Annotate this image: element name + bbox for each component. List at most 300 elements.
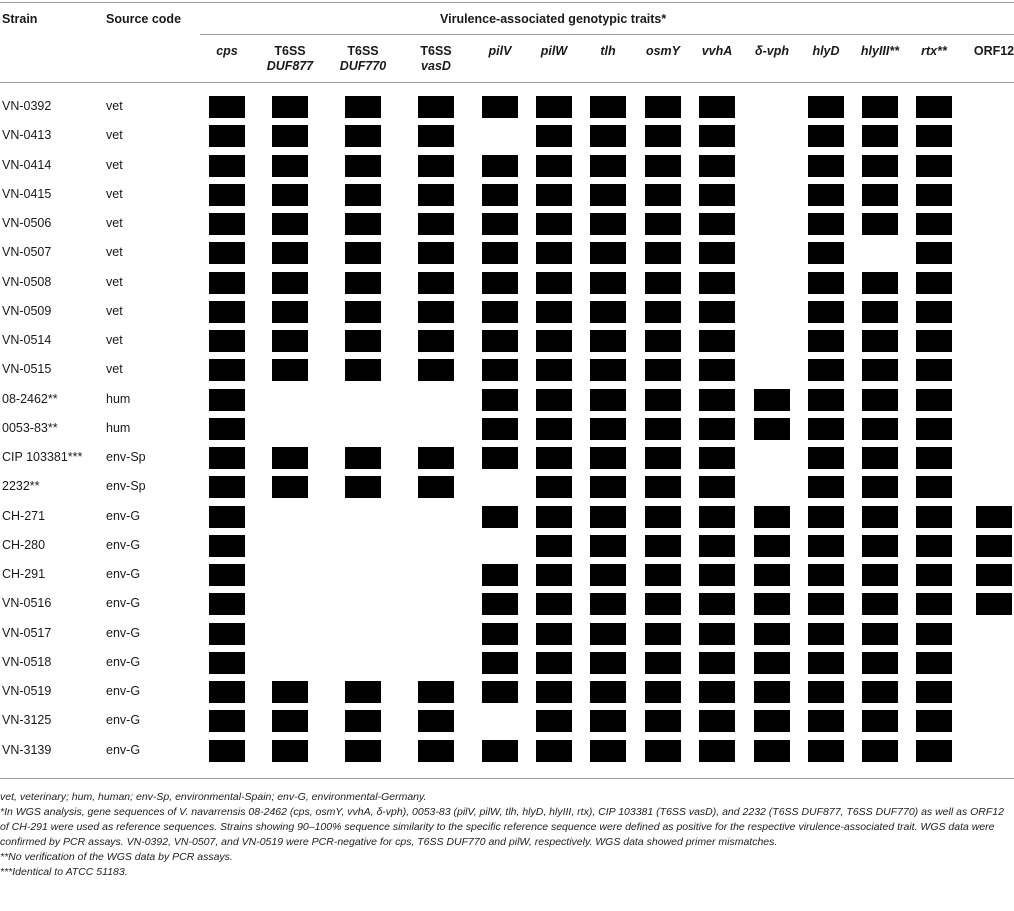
trait-positive-marker bbox=[209, 506, 245, 528]
trait-positive-marker bbox=[645, 476, 681, 498]
column-header bbox=[254, 44, 326, 74]
trait-positive-marker bbox=[590, 389, 626, 411]
source-code-cell: vet bbox=[106, 128, 123, 143]
trait-positive-marker bbox=[808, 272, 844, 294]
table-top-rule bbox=[0, 2, 1014, 3]
trait-positive-marker bbox=[482, 593, 518, 615]
trait-positive-marker bbox=[590, 359, 626, 381]
trait-positive-marker bbox=[645, 506, 681, 528]
footnote-wgs: *In WGS analysis, gene sequences of V. navarrensis 08-2462 (cps, osmY, vvhA, δ-vph), 0053-83 (pilV, pilW, tlh, hlyD, hlyIII, rtx), CIP 103381 (T6SS vasD), and 2232 (T6SS DUF877, T6SS DUF770) as well as ORF12 of CH-291 were used as reference sequences. Strains showing 90–100% sequence similarity to the specific reference sequence were defined as positive for the respective virulence-associated trait. WGS data were confirmed by PCR assays. VN-0392, VN-0507, and VN-0519 were PCR-negative for cps, T6SS DUF770 and pilW, respectively. WGS data showed primer mismatches. bbox=[0, 806, 1004, 848]
trait-positive-marker bbox=[590, 447, 626, 469]
trait-positive-marker bbox=[645, 213, 681, 235]
trait-positive-marker bbox=[645, 535, 681, 557]
trait-positive-marker bbox=[862, 184, 898, 206]
trait-positive-marker bbox=[482, 389, 518, 411]
trait-positive-marker bbox=[808, 330, 844, 352]
trait-positive-marker bbox=[482, 564, 518, 586]
source-code-cell: hum bbox=[106, 420, 131, 435]
strain-cell: VN-0392 bbox=[2, 99, 52, 113]
trait-positive-marker bbox=[916, 681, 952, 703]
trait-positive-marker bbox=[645, 652, 681, 674]
trait-positive-marker bbox=[645, 564, 681, 586]
source-code-cell: env-Sp bbox=[106, 479, 146, 494]
trait-positive-marker bbox=[808, 564, 844, 586]
source-code-cell: env-G bbox=[106, 567, 141, 581]
trait-positive-marker bbox=[590, 681, 626, 703]
trait-positive-marker bbox=[645, 359, 681, 381]
trait-positive-marker bbox=[916, 564, 952, 586]
trait-positive-marker bbox=[645, 681, 681, 703]
trait-positive-marker bbox=[482, 681, 518, 703]
trait-positive-marker bbox=[916, 272, 952, 294]
trait-positive-marker bbox=[862, 593, 898, 615]
trait-positive-marker bbox=[862, 710, 898, 732]
trait-positive-marker bbox=[754, 623, 790, 645]
trait-positive-marker bbox=[418, 740, 454, 762]
trait-positive-marker bbox=[699, 330, 735, 352]
trait-positive-marker bbox=[418, 242, 454, 264]
column-header-line1: hlyIII** bbox=[860, 44, 900, 58]
trait-positive-marker bbox=[976, 564, 1012, 586]
strain-cell: CH-280 bbox=[2, 537, 46, 552]
trait-positive-marker bbox=[482, 96, 518, 118]
strain-cell: VN-0414 bbox=[2, 157, 52, 172]
trait-positive-marker bbox=[916, 359, 952, 381]
trait-positive-marker bbox=[590, 213, 626, 235]
trait-positive-marker bbox=[272, 213, 308, 235]
trait-positive-marker bbox=[862, 506, 898, 528]
trait-positive-marker bbox=[699, 564, 735, 586]
trait-positive-marker bbox=[862, 301, 898, 323]
strain-cell: VN-0516 bbox=[2, 596, 52, 611]
strain-cell: VN-0507 bbox=[2, 245, 52, 260]
trait-positive-marker bbox=[645, 184, 681, 206]
column-header-line1: T6SS bbox=[347, 44, 379, 58]
trait-positive-marker bbox=[916, 535, 952, 557]
trait-positive-marker bbox=[272, 272, 308, 294]
trait-positive-marker bbox=[345, 242, 381, 264]
trait-positive-marker bbox=[536, 242, 572, 264]
trait-positive-marker bbox=[209, 593, 245, 615]
trait-positive-marker bbox=[536, 564, 572, 586]
source-code-cell: vet bbox=[106, 245, 123, 260]
trait-positive-marker bbox=[418, 359, 454, 381]
trait-positive-marker bbox=[699, 593, 735, 615]
trait-positive-marker bbox=[418, 155, 454, 177]
trait-positive-marker bbox=[862, 476, 898, 498]
trait-positive-marker bbox=[209, 535, 245, 557]
trait-positive-marker bbox=[590, 593, 626, 615]
column-header-line1: ORF12 bbox=[973, 44, 1014, 58]
strain-cell: VN-0506 bbox=[2, 216, 52, 230]
source-code-cell: hum bbox=[106, 391, 131, 406]
column-header-line2: DUF770 bbox=[339, 59, 387, 73]
trait-positive-marker bbox=[482, 213, 518, 235]
trait-positive-marker bbox=[345, 301, 381, 323]
trait-positive-marker bbox=[272, 155, 308, 177]
trait-positive-marker bbox=[808, 96, 844, 118]
trait-positive-marker bbox=[482, 447, 518, 469]
trait-positive-marker bbox=[808, 418, 844, 440]
trait-positive-marker bbox=[482, 330, 518, 352]
trait-positive-marker bbox=[590, 740, 626, 762]
trait-positive-marker bbox=[590, 652, 626, 674]
trait-positive-marker bbox=[345, 155, 381, 177]
strain-header: Strain bbox=[2, 12, 38, 26]
trait-positive-marker bbox=[590, 272, 626, 294]
trait-positive-marker bbox=[272, 447, 308, 469]
trait-positive-marker bbox=[590, 125, 626, 147]
table-bottom-rule bbox=[0, 778, 1014, 779]
trait-positive-marker bbox=[808, 213, 844, 235]
trait-positive-marker bbox=[418, 301, 454, 323]
trait-positive-marker bbox=[916, 213, 952, 235]
strain-cell: CH-271 bbox=[2, 508, 46, 523]
trait-positive-marker bbox=[699, 681, 735, 703]
source-code-cell: env-G bbox=[106, 508, 141, 523]
column-header-line2: vasD bbox=[421, 59, 451, 73]
trait-positive-marker bbox=[345, 184, 381, 206]
trait-positive-marker bbox=[916, 593, 952, 615]
trait-positive-marker bbox=[345, 359, 381, 381]
source-code-cell: env-G bbox=[106, 742, 141, 757]
trait-positive-marker bbox=[645, 710, 681, 732]
column-header-line1: hlyD bbox=[812, 44, 840, 58]
strain-cell: VN-3125 bbox=[2, 713, 52, 728]
trait-positive-marker bbox=[536, 476, 572, 498]
trait-positive-marker bbox=[916, 447, 952, 469]
trait-positive-marker bbox=[699, 242, 735, 264]
trait-positive-marker bbox=[482, 506, 518, 528]
trait-positive-marker bbox=[699, 359, 735, 381]
trait-positive-marker bbox=[645, 242, 681, 264]
trait-positive-marker bbox=[418, 272, 454, 294]
trait-positive-marker bbox=[754, 389, 790, 411]
column-header-line1: T6SS bbox=[420, 44, 452, 58]
trait-positive-marker bbox=[209, 476, 245, 498]
trait-positive-marker bbox=[862, 447, 898, 469]
trait-positive-marker bbox=[699, 710, 735, 732]
trait-positive-marker bbox=[482, 359, 518, 381]
trait-positive-marker bbox=[345, 710, 381, 732]
trait-positive-marker bbox=[209, 155, 245, 177]
trait-positive-marker bbox=[862, 272, 898, 294]
trait-positive-marker bbox=[862, 330, 898, 352]
trait-positive-marker bbox=[645, 301, 681, 323]
trait-positive-marker bbox=[862, 359, 898, 381]
trait-positive-marker bbox=[862, 681, 898, 703]
trait-positive-marker bbox=[482, 272, 518, 294]
trait-positive-marker bbox=[482, 301, 518, 323]
trait-positive-marker bbox=[862, 155, 898, 177]
trait-positive-marker bbox=[645, 740, 681, 762]
trait-positive-marker bbox=[590, 330, 626, 352]
column-header-line1: cps bbox=[216, 44, 238, 58]
strain-cell: VN-0517 bbox=[2, 625, 52, 640]
source-code-cell: env-G bbox=[106, 713, 141, 728]
trait-positive-marker bbox=[976, 593, 1012, 615]
trait-positive-marker bbox=[272, 96, 308, 118]
trait-positive-marker bbox=[808, 593, 844, 615]
trait-positive-marker bbox=[808, 389, 844, 411]
trait-positive-marker bbox=[482, 623, 518, 645]
trait-positive-marker bbox=[862, 623, 898, 645]
trait-positive-marker bbox=[754, 681, 790, 703]
trait-positive-marker bbox=[345, 476, 381, 498]
trait-positive-marker bbox=[862, 96, 898, 118]
trait-positive-marker bbox=[645, 155, 681, 177]
trait-positive-marker bbox=[916, 652, 952, 674]
trait-positive-marker bbox=[209, 330, 245, 352]
trait-positive-marker bbox=[209, 389, 245, 411]
strain-cell: VN-3139 bbox=[2, 742, 52, 757]
strain-cell: 08-2462** bbox=[2, 391, 58, 406]
trait-positive-marker bbox=[272, 710, 308, 732]
trait-positive-marker bbox=[916, 418, 952, 440]
trait-positive-marker bbox=[590, 476, 626, 498]
column-header bbox=[191, 44, 263, 59]
trait-positive-marker bbox=[916, 740, 952, 762]
trait-positive-marker bbox=[699, 623, 735, 645]
trait-positive-marker bbox=[209, 447, 245, 469]
trait-positive-marker bbox=[209, 623, 245, 645]
strain-cell: VN-0515 bbox=[2, 362, 52, 377]
trait-positive-marker bbox=[345, 125, 381, 147]
trait-positive-marker bbox=[209, 125, 245, 147]
trait-positive-marker bbox=[536, 593, 572, 615]
trait-positive-marker bbox=[482, 740, 518, 762]
trait-positive-marker bbox=[976, 535, 1012, 557]
trait-positive-marker bbox=[536, 272, 572, 294]
trait-positive-marker bbox=[916, 330, 952, 352]
trait-positive-marker bbox=[209, 418, 245, 440]
source-code-cell: env-G bbox=[106, 537, 141, 552]
column-header-line1: tlh bbox=[600, 44, 616, 58]
strain-cell: CIP 103381*** bbox=[2, 450, 83, 464]
group-header-rule bbox=[200, 34, 1014, 35]
trait-positive-marker bbox=[699, 272, 735, 294]
trait-positive-marker bbox=[536, 213, 572, 235]
trait-positive-marker bbox=[536, 330, 572, 352]
source-code-cell: vet bbox=[106, 274, 123, 289]
trait-positive-marker bbox=[699, 96, 735, 118]
trait-positive-marker bbox=[209, 681, 245, 703]
trait-positive-marker bbox=[808, 184, 844, 206]
strain-cell: 0053-83** bbox=[2, 420, 58, 435]
source-code-cell: vet bbox=[106, 362, 123, 377]
trait-positive-marker bbox=[418, 447, 454, 469]
trait-positive-marker bbox=[916, 506, 952, 528]
trait-positive-marker bbox=[536, 301, 572, 323]
trait-positive-marker bbox=[808, 242, 844, 264]
trait-positive-marker bbox=[808, 623, 844, 645]
source-code-cell: env-G bbox=[106, 625, 141, 640]
trait-positive-marker bbox=[536, 506, 572, 528]
trait-positive-marker bbox=[482, 242, 518, 264]
trait-positive-marker bbox=[808, 652, 844, 674]
trait-positive-marker bbox=[482, 155, 518, 177]
trait-positive-marker bbox=[699, 447, 735, 469]
column-header bbox=[400, 44, 472, 74]
trait-positive-marker bbox=[209, 184, 245, 206]
trait-positive-marker bbox=[916, 476, 952, 498]
trait-positive-marker bbox=[862, 125, 898, 147]
trait-positive-marker bbox=[645, 272, 681, 294]
trait-positive-marker bbox=[590, 710, 626, 732]
strain-cell: VN-0509 bbox=[2, 303, 52, 318]
column-header-line2: DUF877 bbox=[266, 59, 314, 73]
trait-positive-marker bbox=[209, 242, 245, 264]
table-footnotes bbox=[0, 790, 1010, 880]
trait-positive-marker bbox=[536, 652, 572, 674]
strain-cell: 2232** bbox=[2, 479, 40, 494]
trait-positive-marker bbox=[345, 740, 381, 762]
trait-positive-marker bbox=[916, 242, 952, 264]
trait-positive-marker bbox=[916, 155, 952, 177]
strain-cell: VN-0413 bbox=[2, 128, 52, 143]
trait-positive-marker bbox=[645, 447, 681, 469]
trait-positive-marker bbox=[272, 125, 308, 147]
source-code-cell: vet bbox=[106, 186, 123, 201]
column-header-line1: osmY bbox=[645, 44, 681, 58]
source-code-cell: vet bbox=[106, 303, 123, 318]
footnote-identical: ***Identical to ATCC 51183. bbox=[0, 866, 128, 878]
trait-positive-marker bbox=[808, 476, 844, 498]
trait-positive-marker bbox=[209, 564, 245, 586]
footnote-no-pcr: **No verification of the WGS data by PCR assays. bbox=[0, 851, 233, 863]
trait-positive-marker bbox=[209, 96, 245, 118]
trait-positive-marker bbox=[272, 330, 308, 352]
trait-positive-marker bbox=[645, 96, 681, 118]
source-code-cell: vet bbox=[106, 216, 123, 230]
trait-positive-marker bbox=[209, 301, 245, 323]
trait-positive-marker bbox=[482, 418, 518, 440]
column-header-line1: δ-vph bbox=[754, 44, 789, 58]
trait-positive-marker bbox=[699, 125, 735, 147]
trait-positive-marker bbox=[536, 359, 572, 381]
trait-positive-marker bbox=[699, 389, 735, 411]
trait-positive-marker bbox=[590, 155, 626, 177]
trait-positive-marker bbox=[272, 681, 308, 703]
trait-positive-marker bbox=[590, 535, 626, 557]
trait-positive-marker bbox=[590, 242, 626, 264]
trait-positive-marker bbox=[536, 740, 572, 762]
trait-positive-marker bbox=[862, 535, 898, 557]
trait-positive-marker bbox=[916, 710, 952, 732]
trait-positive-marker bbox=[590, 96, 626, 118]
trait-positive-marker bbox=[754, 710, 790, 732]
trait-positive-marker bbox=[345, 447, 381, 469]
trait-positive-marker bbox=[699, 535, 735, 557]
trait-positive-marker bbox=[590, 301, 626, 323]
strain-cell: VN-0519 bbox=[2, 684, 52, 698]
trait-positive-marker bbox=[345, 96, 381, 118]
trait-positive-marker bbox=[536, 184, 572, 206]
traits-group-header: Virulence-associated genotypic traits* bbox=[440, 12, 667, 26]
trait-positive-marker bbox=[536, 418, 572, 440]
trait-positive-marker bbox=[699, 301, 735, 323]
trait-positive-marker bbox=[272, 301, 308, 323]
trait-positive-marker bbox=[699, 213, 735, 235]
trait-positive-marker bbox=[754, 564, 790, 586]
trait-positive-marker bbox=[590, 506, 626, 528]
trait-positive-marker bbox=[418, 213, 454, 235]
trait-positive-marker bbox=[418, 330, 454, 352]
trait-positive-marker bbox=[754, 652, 790, 674]
source-code-cell: env-G bbox=[106, 654, 141, 669]
strain-cell: CH-291 bbox=[2, 567, 46, 581]
trait-positive-marker bbox=[482, 652, 518, 674]
column-header-line1: pilV bbox=[488, 44, 512, 58]
trait-positive-marker bbox=[808, 447, 844, 469]
trait-positive-marker bbox=[862, 213, 898, 235]
trait-positive-marker bbox=[645, 125, 681, 147]
trait-positive-marker bbox=[916, 125, 952, 147]
trait-positive-marker bbox=[808, 710, 844, 732]
footnote-abbreviations: vet, veterinary; hum, human; env-Sp, environmental-Spain; env-G, environmental-Germany. bbox=[0, 791, 427, 803]
source-code-cell: env-G bbox=[106, 684, 141, 698]
trait-positive-marker bbox=[209, 652, 245, 674]
trait-positive-marker bbox=[862, 418, 898, 440]
trait-positive-marker bbox=[645, 389, 681, 411]
trait-positive-marker bbox=[536, 389, 572, 411]
strain-cell: VN-0415 bbox=[2, 186, 52, 201]
trait-positive-marker bbox=[862, 564, 898, 586]
source-code-cell: vet bbox=[106, 333, 123, 347]
trait-positive-marker bbox=[699, 740, 735, 762]
column-header-line1: rtx** bbox=[921, 44, 947, 58]
trait-positive-marker bbox=[808, 506, 844, 528]
source-code-cell: env-G bbox=[106, 596, 141, 611]
source-code-cell: vet bbox=[106, 157, 123, 172]
column-header-line1: vvhA bbox=[701, 44, 733, 58]
trait-positive-marker bbox=[536, 710, 572, 732]
trait-positive-marker bbox=[754, 740, 790, 762]
trait-positive-marker bbox=[754, 593, 790, 615]
trait-positive-marker bbox=[536, 681, 572, 703]
trait-positive-marker bbox=[209, 710, 245, 732]
column-header-line1: pilW bbox=[540, 44, 568, 58]
trait-positive-marker bbox=[590, 418, 626, 440]
strain-cell: VN-0508 bbox=[2, 274, 52, 289]
trait-positive-marker bbox=[699, 506, 735, 528]
trait-positive-marker bbox=[699, 184, 735, 206]
column-header bbox=[958, 44, 1014, 59]
trait-positive-marker bbox=[590, 184, 626, 206]
trait-positive-marker bbox=[536, 447, 572, 469]
trait-positive-marker bbox=[808, 681, 844, 703]
trait-positive-marker bbox=[272, 184, 308, 206]
trait-positive-marker bbox=[808, 301, 844, 323]
trait-positive-marker bbox=[418, 125, 454, 147]
trait-positive-marker bbox=[209, 213, 245, 235]
source-code-header: Source code bbox=[106, 12, 182, 26]
strain-cell: VN-0514 bbox=[2, 333, 52, 347]
trait-positive-marker bbox=[916, 96, 952, 118]
source-code-cell: env-Sp bbox=[106, 450, 146, 464]
trait-positive-marker bbox=[808, 740, 844, 762]
trait-positive-marker bbox=[272, 740, 308, 762]
trait-positive-marker bbox=[345, 213, 381, 235]
trait-positive-marker bbox=[418, 681, 454, 703]
trait-positive-marker bbox=[862, 740, 898, 762]
trait-positive-marker bbox=[699, 155, 735, 177]
trait-positive-marker bbox=[418, 710, 454, 732]
trait-positive-marker bbox=[754, 535, 790, 557]
trait-positive-marker bbox=[645, 418, 681, 440]
trait-positive-marker bbox=[536, 96, 572, 118]
trait-positive-marker bbox=[808, 125, 844, 147]
